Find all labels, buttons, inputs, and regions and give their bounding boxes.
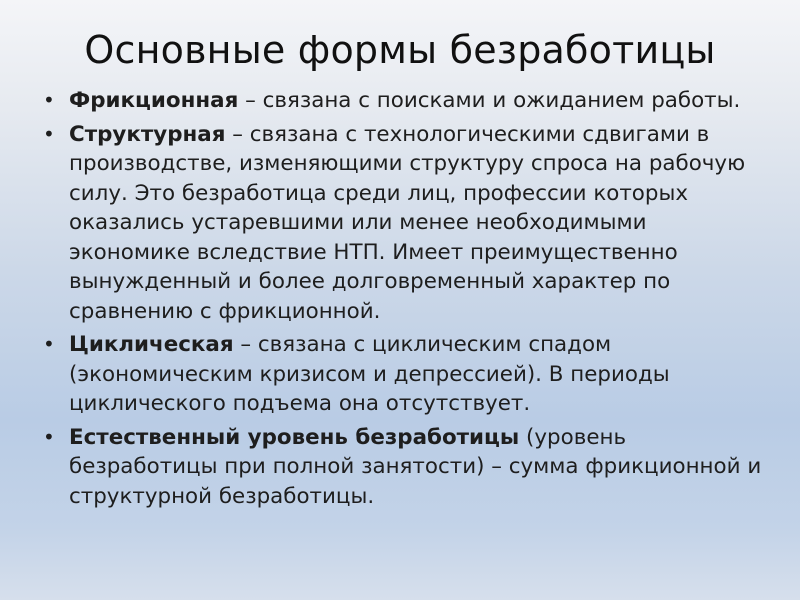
bullet-dot-icon: •: [43, 121, 55, 146]
bullet-item-cyclical: [42, 330, 762, 419]
bullet-item-structural: [42, 120, 762, 327]
bullet-term: Структурная: [69, 121, 226, 147]
bullet-item-natural-rate: [42, 423, 762, 512]
bullet-text: – связана с технологическими сдвигами в производстве, изменяющими структуру спроса на рабочую силу. Это безработица среди лиц, профессии которых оказались устаревшими или менее необходимыми экономике вследствие НТП. Имеет преимущественно вынужденный и более долговременный характер по сравнению с фрикционной.: [69, 121, 746, 324]
bullet-item-frictional: [42, 86, 762, 116]
bullet-term: Циклическая: [69, 332, 234, 357]
bullet-dot-icon: •: [43, 424, 55, 449]
bullet-text: – связана с поисками и ожиданием работы.: [238, 88, 741, 113]
slide-title: Основные формы безработицы: [84, 28, 716, 72]
bullet-term: Естественный уровень безработицы: [69, 424, 520, 450]
bullet-list: [42, 86, 762, 515]
bullet-text: – связана с циклическим спадом (экономическим кризисом и депрессией). В периоды циклического подъема она отсутствует.: [69, 332, 670, 416]
bullet-text: (уровень безработицы при полной занятости) – сумма фрикционной и структурной безработицы.: [69, 424, 762, 509]
bullet-dot-icon: •: [43, 332, 55, 356]
bullet-term: Фрикционная: [69, 88, 239, 113]
bullet-dot-icon: •: [43, 88, 55, 112]
